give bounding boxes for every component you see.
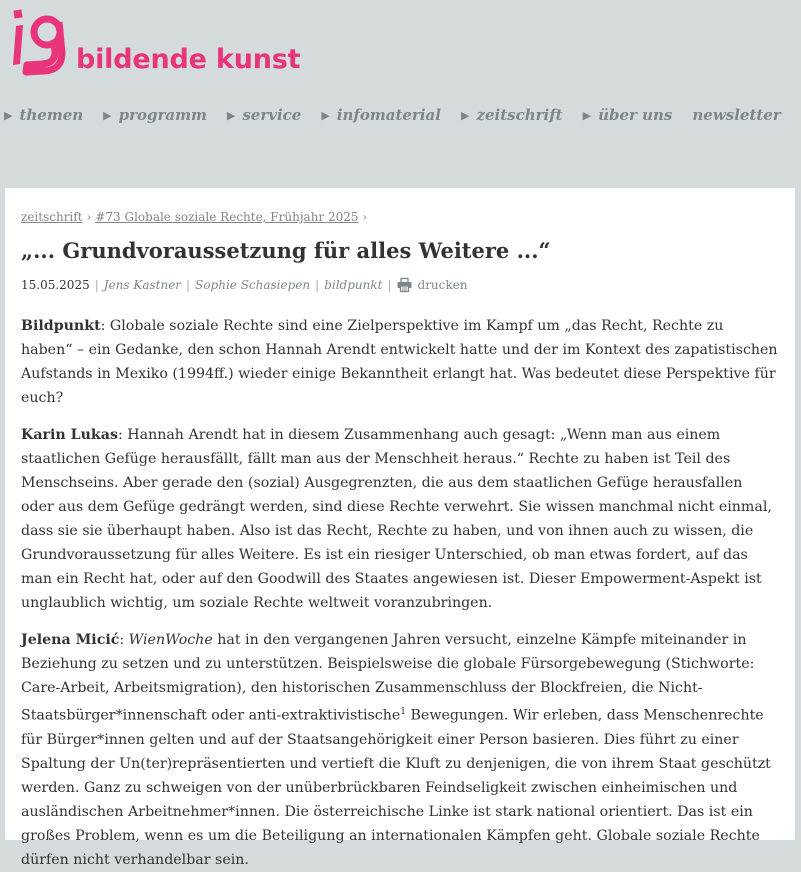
paragraph-text: Bewegungen. Wir erleben, dass Menschenrechte für Bürger*innen gelten und auf der Staatsangehörigkeit einer Person basieren. Dies führt zu einer Spaltung der Un(ter)repräsentierten und vertieft die Kluft zu denjenigen, die von ihrem Staat geschützt werden. Ganz zu schweigen von der unüberbrückbaren Feindseligkeit zwischen einheimischen und ausländischen Arbeitnehmer*innen. Die österreichische Linke ist stark national orientiert. Das ist ein großes Problem, wenn es um die Beteiligung an internationalen Kämpfen geht. Globale soziale Rechte dürfen nicht verhandelbar sein. [21,707,771,868]
nav-item-label: newsletter [692,106,781,124]
publication-name: WienWoche [128,632,213,648]
article-meta [21,278,779,292]
print-label: drucken [417,278,468,292]
main-nav [4,106,801,124]
article-content [5,188,795,868]
breadcrumb-zeitschrift-link[interactable]: zeitschrift [21,210,83,224]
brand-name: bildende kunst [76,44,301,75]
article-date: 15.05.2025 [21,278,90,292]
triangle-right-icon: ▶ [103,108,112,122]
nav-item-label: infomaterial [336,106,441,124]
meta-divider: | [315,278,320,292]
interview-paragraph [21,423,779,615]
breadcrumb-issue-link[interactable]: #73 Globale soziale Rechte, Frühjahr 2025 [95,210,359,224]
interview-paragraph [21,314,779,410]
nav-item-label: programm [118,106,207,124]
printer-icon [397,278,412,292]
triangle-right-icon: ▶ [321,108,330,122]
ig-logo-mark-icon [10,8,70,78]
meta-divider: | [186,278,191,292]
paragraph-text: hat in den vergangenen Jahren versucht, einzelne Kämpfe miteinander in Beziehung zu setzen und zu unterstützen. Beispielsweise die globale Fürsorgebewegung (Stichworte: Care-Arbeit, Arbeitsmigration), den historischen Zusammenschluss der Blockfreien, die Nicht-Staatsbürger*innenschaft oder anti-extraktivistische [21,632,755,724]
triangle-right-icon: ▶ [4,108,13,122]
nav-item-infomaterial[interactable] [321,106,441,124]
breadcrumb [21,210,779,224]
triangle-right-icon: ▶ [460,108,470,122]
author-link[interactable]: Sophie Schasiepen [195,278,311,292]
author-link[interactable]: bildpunkt [324,278,383,292]
page-title: „... Grundvoraussetzung für alles Weitere ...“ [21,238,551,263]
nav-item-programm[interactable] [103,106,207,124]
nav-item-service[interactable] [227,106,301,124]
meta-divider: | [94,278,99,292]
speaker-name: Jelena Micić [21,632,120,648]
triangle-right-icon: ▶ [226,108,236,122]
speaker-name: Karin Lukas [21,427,118,443]
interview-paragraph [21,628,779,872]
paragraph-text: : Globale soziale Rechte sind eine Zielperspektive im Kampf um „das Recht, Rechte zu haben“ – ein Gedanke, den schon Hannah Arendt entwickelt hatte und der im Kontext des zapatistischen Aufstands in Mexiko (1994ff.) wieder einige Bekanntheit erlangt hat. Was bedeutet diese Perspektive für euch? [21,318,778,406]
paragraph-text: : [119,632,129,648]
print-button[interactable] [397,278,468,292]
speaker-name: Bildpunkt [21,318,101,334]
nav-item-zeitschrift[interactable] [461,106,563,124]
nav-item-label: über uns [598,106,673,124]
nav-item-newsletter[interactable] [692,106,780,124]
nav-item-label: zeitschrift [476,106,563,124]
paragraph-text: : Hannah Arendt hat in diesem Zusammenhang auch gesagt: „Wenn man aus einem staatlichen Gefüge herausfällt, fällt man aus der Menschheit heraus.“ Rechte zu haben ist Teil des Menschseins. Aber gerade den (sozial) Ausgegrenzten, die aus dem staatlichen Gefüge herausfallen oder aus dem Gefüge gedrängt werden, sind diese Rechte verwehrt. Sie wissen manchmal nicht einmal, dass sie sie überhaupt haben. Also ist das Recht, Rechte zu haben, und von ihnen auch zu wissen, die Grundvoraussetzung für alles Weitere. Es ist ein riesiger Unterschied, ob man etwas fordert, auf das man ein Recht hat, oder auf den Goodwill des Staates angewiesen ist. Dieser Empowerment-Aspekt ist unglaublich wichtig, um soziale Rechte weltweit voranzubringen. [21,427,772,611]
meta-divider: | [387,278,392,292]
site-header [0,0,800,188]
nav-item-ueber-uns[interactable] [583,106,673,124]
nav-item-label: service [242,106,302,124]
breadcrumb-separator: › [362,210,368,224]
breadcrumb-separator: › [86,210,92,224]
triangle-right-icon: ▶ [582,108,592,122]
author-link[interactable]: Jens Kastner [103,278,182,292]
nav-item-themen[interactable] [4,106,83,124]
nav-item-label: themen [19,106,84,124]
footnote-marker[interactable]: 1 [400,707,406,717]
site-logo[interactable] [10,8,300,78]
